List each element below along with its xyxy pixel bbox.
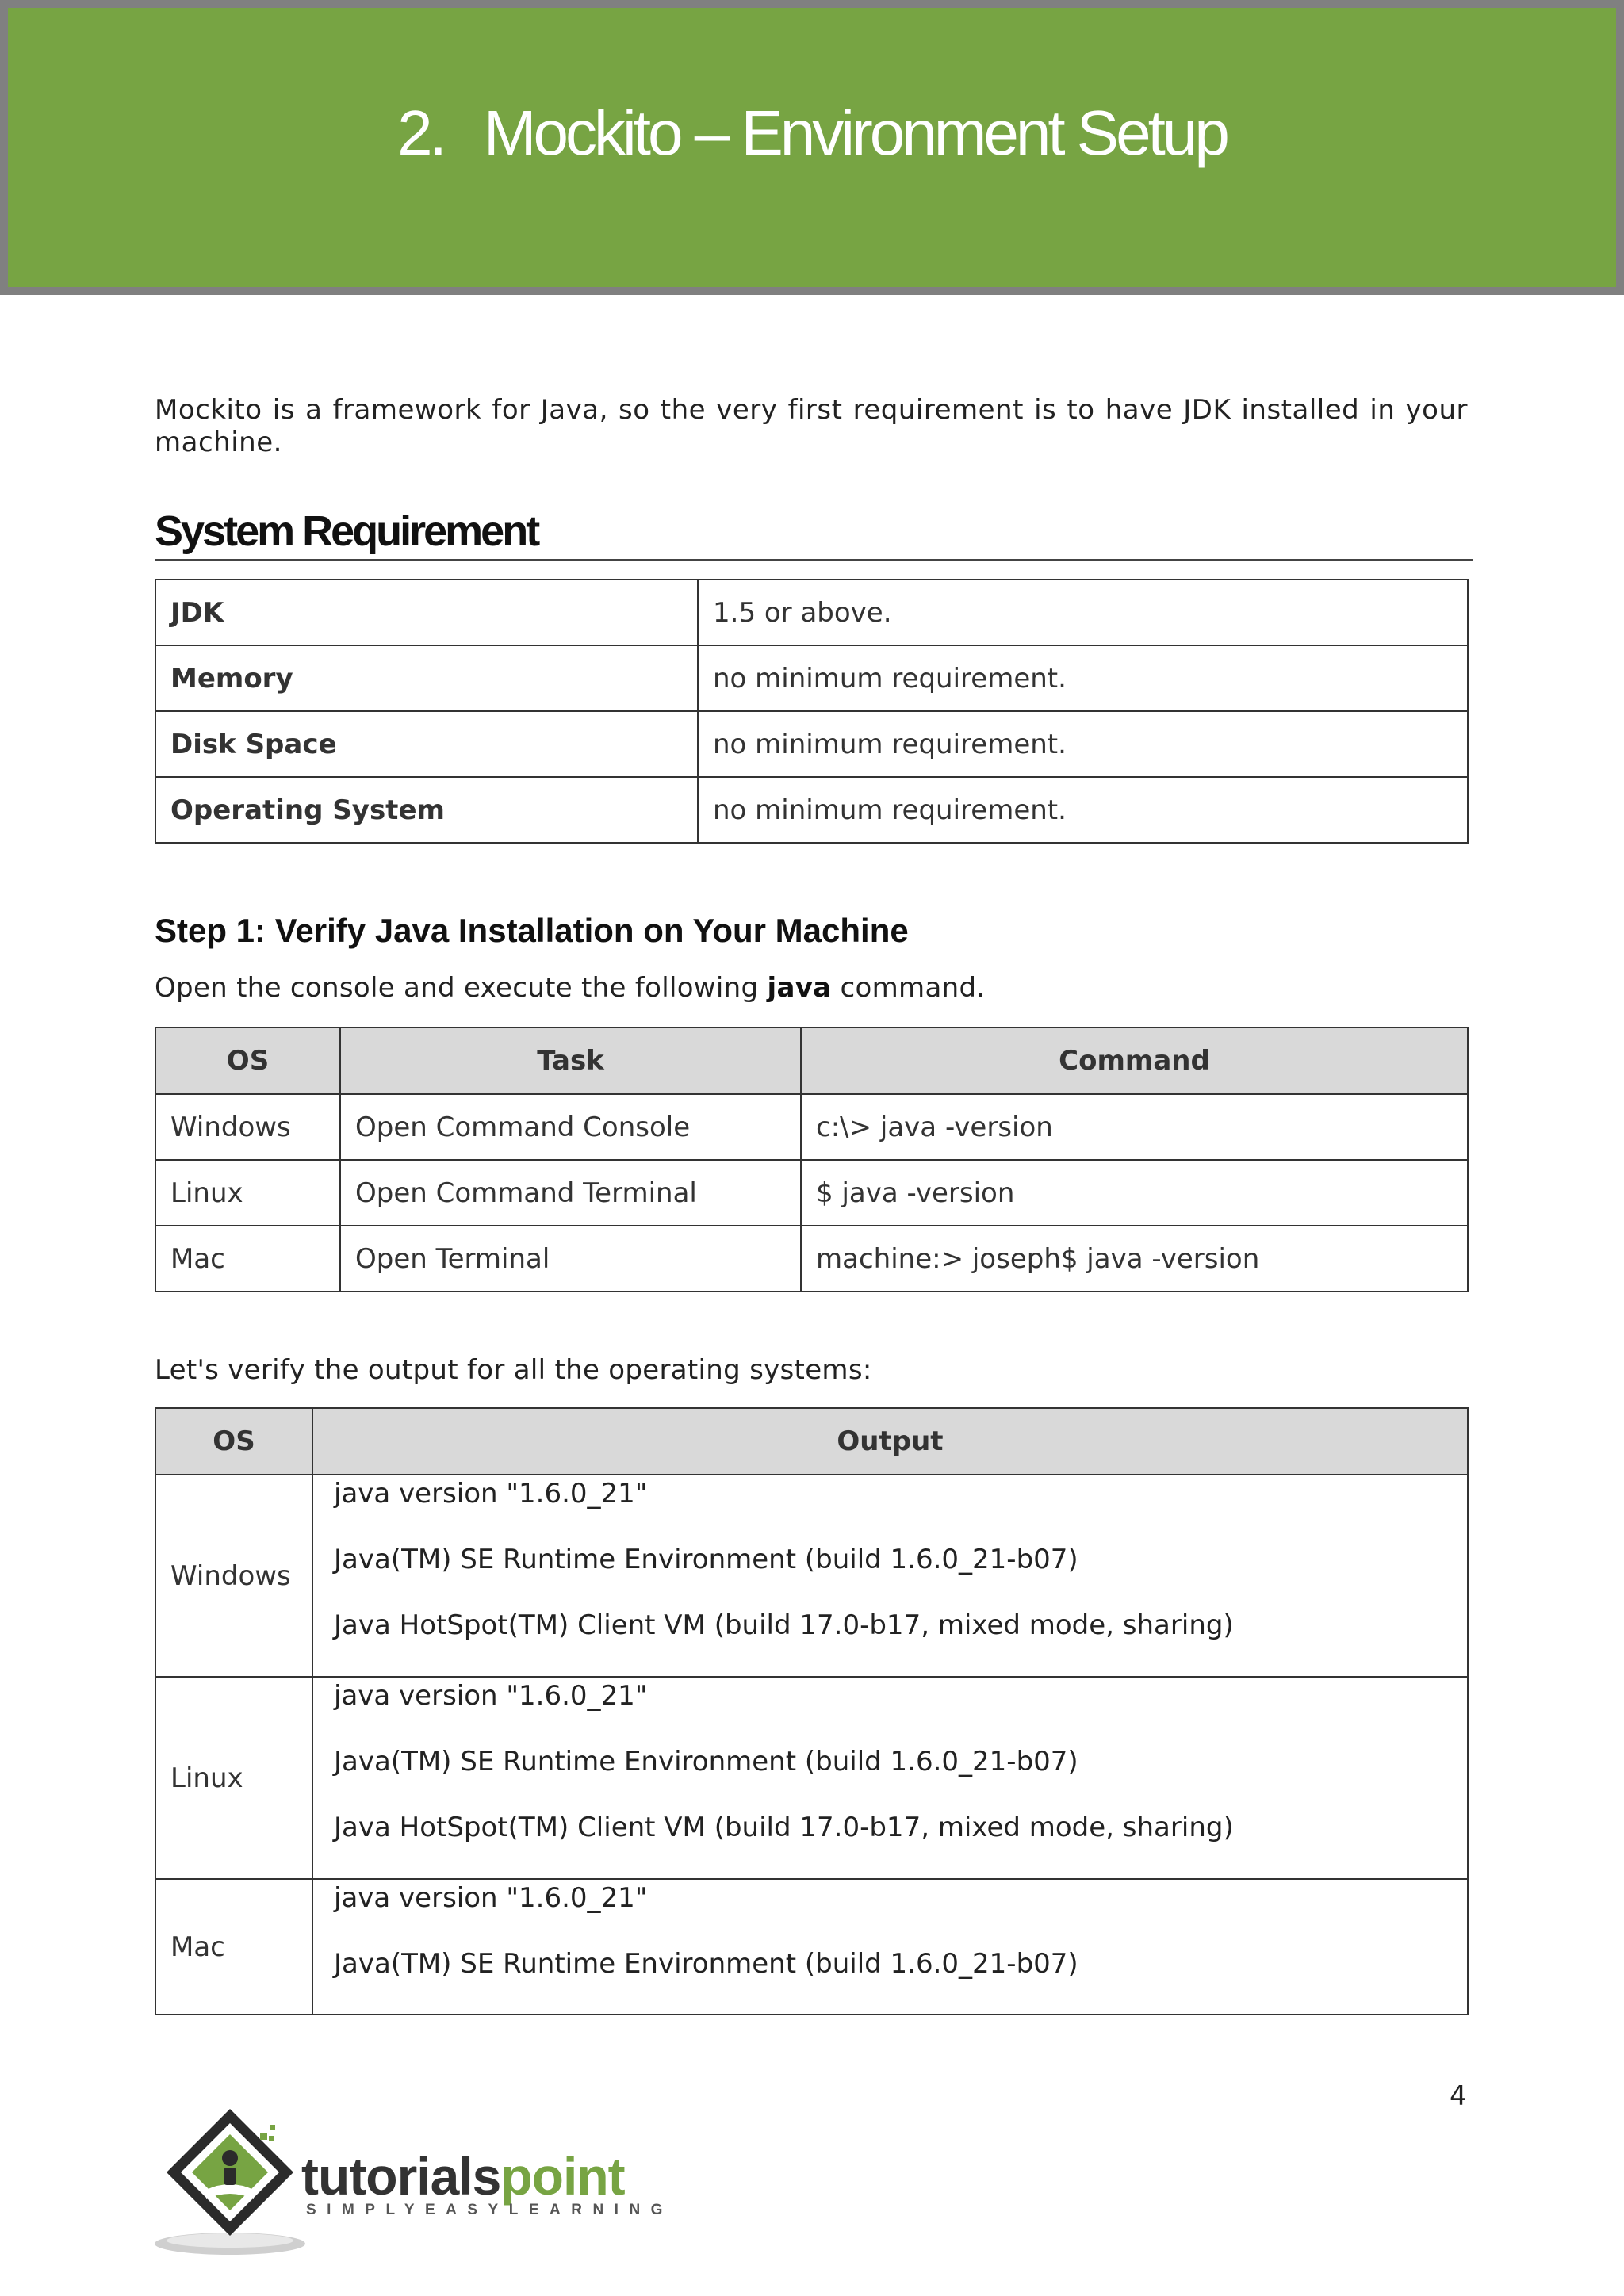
output-line: java version "1.6.0_21" [334,1680,648,1712]
output-line: Java(TM) SE Runtime Environment (build 1.6.0_21-b07) [334,1544,1078,1575]
chapter-banner [0,0,1624,295]
table-row [155,711,1468,777]
requirement-value: no minimum requirement. [698,645,1468,711]
table-row [155,1879,1468,2015]
column-header-task: Task [340,1027,801,1094]
command-cell: c:\> java -version [801,1094,1468,1160]
requirement-value: 1.5 or above. [698,580,1468,645]
output-line: Java(TM) SE Runtime Environment (build 1.6.0_21-b07) [334,1948,1078,1980]
task-cell: Open Command Terminal [340,1160,801,1226]
output-line: java version "1.6.0_21" [334,1882,648,1914]
os-cell: Mac [155,1879,312,2015]
system-requirement-table [155,579,1469,844]
chapter-title-text: Mockito – Environment Setup [483,98,1227,168]
column-header-os: OS [155,1027,340,1094]
output-cell [312,1475,1468,1677]
command-table [155,1027,1469,1292]
output-cell [312,1879,1468,2015]
os-cell: Linux [155,1160,340,1226]
os-cell: Mac [155,1226,340,1292]
task-cell: Open Command Console [340,1094,801,1160]
os-cell: Windows [155,1094,340,1160]
command-cell: machine:> joseph$ java -version [801,1226,1468,1292]
table-row [155,1677,1468,1879]
table-row [155,1094,1468,1160]
table-row [155,1475,1468,1677]
requirement-key: Disk Space [155,711,698,777]
intro-paragraph: Mockito is a framework for Java, so the very first requirement is to have JDK installed in your machine. [155,394,1468,458]
verify-output-text: Let's verify the output for all the operating systems: [155,1354,872,1386]
logo-wordmark: tutorialspoint [301,2147,625,2206]
table-row [155,1226,1468,1292]
table-row [155,777,1468,843]
table-row [155,1160,1468,1226]
column-header-os: OS [155,1408,312,1475]
table-header-row [155,1408,1468,1475]
logo-tagline: SIMPLYEASYLEARNING [306,2202,673,2218]
os-cell: Linux [155,1677,312,1879]
output-line: Java(TM) SE Runtime Environment (build 1.6.0_21-b07) [334,1746,1078,1777]
java-keyword: java [767,972,832,1004]
requirement-key: Memory [155,645,698,711]
os-cell: Windows [155,1475,312,1677]
output-cell [312,1677,1468,1879]
requirement-value: no minimum requirement. [698,777,1468,843]
chapter-number: 2. [397,98,444,168]
output-line: Java HotSpot(TM) Client VM (build 17.0-b17, mixed mode, sharing) [334,1609,1234,1641]
system-requirement-heading: System Requirement [155,503,1473,561]
chapter-title [8,98,1616,168]
table-header-row [155,1027,1468,1094]
table-row [155,645,1468,711]
output-table [155,1407,1469,2015]
column-header-command: Command [801,1027,1468,1094]
requirement-key: JDK [155,580,698,645]
column-header-output: Output [312,1408,1468,1475]
output-line: java version "1.6.0_21" [334,1478,648,1510]
command-cell: $ java -version [801,1160,1468,1226]
page-number: 4 [1450,2080,1467,2112]
step1-heading: Step 1: Verify Java Installation on Your Machine [155,912,909,949]
task-cell: Open Terminal [340,1226,801,1292]
requirement-key: Operating System [155,777,698,843]
requirement-value: no minimum requirement. [698,711,1468,777]
table-row [155,580,1468,645]
output-line: Java HotSpot(TM) Client VM (build 17.0-b17, mixed mode, sharing) [334,1812,1234,1843]
step1-description: Open the console and execute the following java command. [155,972,986,1004]
